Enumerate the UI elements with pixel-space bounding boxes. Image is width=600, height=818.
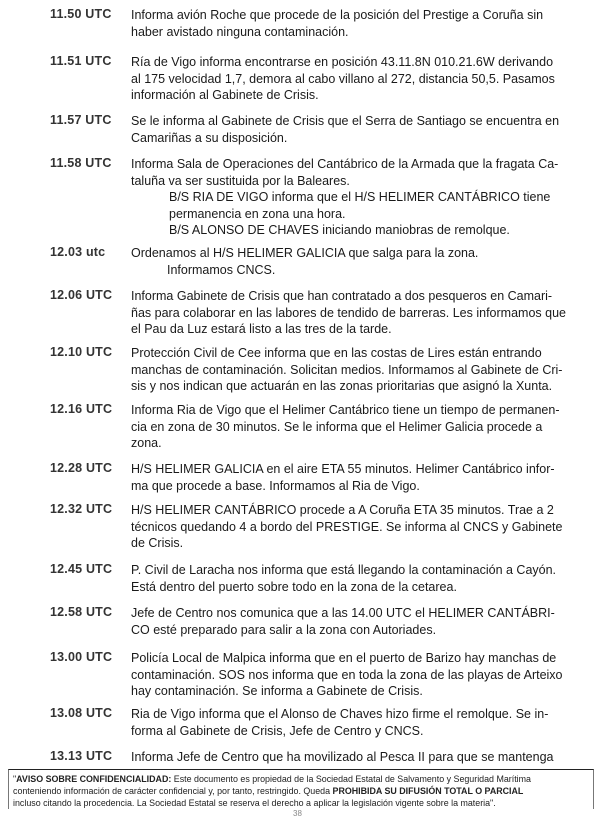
entry-line: ma que procede a base. Informamos al Ria de Vigo. (131, 478, 420, 493)
entry-line: información al Gabinete de Crisis. (131, 88, 319, 102)
entry-time: 12.32 UTC (50, 502, 113, 516)
entry-line: forma al Gabinete de Crisis, Jefe de Centro y CNCS. (131, 723, 424, 738)
entry-text (131, 402, 587, 452)
entry-line: Informa Ria de Vigo que el Helimer Cantábrico tiene un tiempo de permanen- (131, 403, 560, 417)
entry-line: haber avistado ninguna contaminación. (131, 24, 349, 39)
entry-time: 11.50 UTC (50, 7, 112, 21)
entry-line: sis y nos indican que actuarán en las zonas prioritarias que asignó la Xunta. (131, 379, 553, 393)
entry-time: 13.13 UTC (50, 749, 113, 763)
entry-line: Informa avión Roche que procede de la posición del Prestige a Coruña sin (131, 8, 544, 22)
footer-label: AVISO SOBRE CONFIDENCIALIDAD: (16, 774, 172, 784)
entry-line: el Pau da Luz estará listo a las tres de la tarde. (131, 322, 392, 336)
entry-line: Ria de Vigo informa que el Alonso de Chaves hizo firme el remolque. Se in- (131, 707, 549, 721)
entry-text (131, 749, 587, 766)
footer-emphasis: PROHIBIDA SU DIFUSIÓN TOTAL O PARCIAL (332, 786, 524, 796)
entry-line: CO esté preparado para salir a la zona con Autoriades. (131, 622, 437, 637)
entry-line: B/S RIA DE VIGO informa que el H/S HELIMER CANTÁBRICO tiene (169, 190, 551, 204)
entry-line: Está dentro del puerto sobre todo en la zona de la cetarea. (131, 579, 457, 594)
entry-text (131, 7, 587, 40)
entry-line: Informa Sala de Operaciones del Cantábrico de la Armada que la fragata Ca- (131, 157, 559, 171)
entry-text (131, 562, 587, 595)
footer-line: "AVISO SOBRE CONFIDENCIALIDAD: Este documento es propiedad de la Sociedad Estatal de Salvamento y Seguridad Marítima (13, 774, 531, 784)
entry-time: 13.08 UTC (50, 706, 113, 720)
confidentiality-notice (8, 769, 594, 809)
entry-time: 11.51 UTC (50, 54, 112, 68)
page-number: 38 (293, 809, 302, 818)
entry-time: 12.16 UTC (50, 402, 113, 416)
entry-line: cia en zona de 30 minutos. Se le informa que el Helimer Galicia procede a (131, 419, 543, 434)
entry-line: al 175 velocidad 1,7, demora al cabo villano al 272, distancia 50,5. Pasamos (131, 71, 555, 86)
entry-time: 11.58 UTC (50, 156, 112, 170)
entry-line: P. Civil de Laracha nos informa que está llegando la contaminación a Cayón. (131, 563, 557, 577)
entry-line: Policía Local de Malpica informa que en el puerto de Barizo hay manchas de (131, 651, 557, 665)
entry-line: Camariñas a su disposición. (131, 130, 288, 145)
entry-time: 12.28 UTC (50, 461, 113, 475)
entry-text (131, 54, 587, 104)
entry-text (131, 706, 587, 739)
entry-text (131, 605, 587, 638)
entry-text (131, 156, 587, 239)
entry-line: Informamos CNCS. (167, 262, 276, 277)
entry-line: Jefe de Centro nos comunica que a las 14.00 UTC el HELIMER CANTÁBRI- (131, 606, 555, 620)
entry-line: Informa Jefe de Centro que ha movilizado al Pesca II para que se mantenga (131, 750, 554, 764)
entry-time: 12.03 utc (50, 245, 106, 259)
entry-line: taluña va ser sustituida por la Baleares. (131, 173, 350, 188)
footer-line: incluso citando la procedencia. La Sociedad Estatal se reserva el derecho a aplicar la legislación vigente sobre la materia". (13, 798, 496, 808)
entry-time: 12.06 UTC (50, 288, 113, 302)
entry-time: 13.00 UTC (50, 650, 113, 664)
entry-line: permanencia en zona una hora. (169, 206, 346, 221)
entry-text (131, 502, 587, 552)
footer-text: Este documento es propiedad de la Sociedad Estatal de Salvamento y Seguridad Marítima (171, 774, 531, 784)
entry-text (131, 345, 587, 395)
entry-time: 12.58 UTC (50, 605, 113, 619)
entry-line: Protección Civil de Cee informa que en las costas de Lires están entrando (131, 346, 542, 360)
entry-line: Ordenamos al H/S HELIMER GALICIA que salga para la zona. (131, 246, 479, 260)
entry-line: zona. (131, 436, 162, 450)
entry-line: de Crisis. (131, 536, 184, 550)
entry-line: Informa Gabinete de Crisis que han contratado a dos pesqueros en Camari- (131, 289, 553, 303)
entry-line: Se le informa al Gabinete de Crisis que el Serra de Santiago se encuentra en (131, 114, 560, 128)
footer-line (13, 785, 589, 797)
entry-time: 11.57 UTC (50, 113, 112, 127)
entry-line: contaminación. SOS nos informa que en toda la zona de las playas de Arteixo (131, 667, 563, 682)
entry-line: técnicos quedando 4 a bordo del PRESTIGE. Se informa al CNCS y Gabinete (131, 519, 563, 534)
entry-line: B/S ALONSO DE CHAVES iniciando maniobras de remolque. (169, 223, 510, 237)
entry-line: manchas de contaminación. Solicitan medios. Informamos al Gabinete de Cri- (131, 362, 563, 377)
footer-text: conteniendo información de carácter confidencial y, por tanto, restringido. Queda (13, 786, 333, 796)
entry-line: ñas para colaborar en las labores de tendido de barreras. Les informamos que (131, 305, 566, 320)
entry-line: Ría de Vigo informa encontrarse en posición 43.11.8N 010.21.6W derivando (131, 55, 554, 69)
entry-text (131, 245, 587, 278)
entry-text (131, 288, 587, 338)
entry-text (131, 650, 587, 700)
entry-text (131, 113, 587, 146)
entry-time: 12.45 UTC (50, 562, 113, 576)
entry-line: H/S HELIMER GALICIA en el aire ETA 55 minutos. Helimer Cantábrico infor- (131, 462, 555, 476)
entry-time: 12.10 UTC (50, 345, 113, 359)
entry-line: hay contaminación. Se informa a Gabinete de Crisis. (131, 684, 423, 698)
entry-text (131, 461, 587, 494)
entry-line: H/S HELIMER CANTÁBRICO procede a A Coruña ETA 35 minutos. Trae a 2 (131, 503, 554, 517)
